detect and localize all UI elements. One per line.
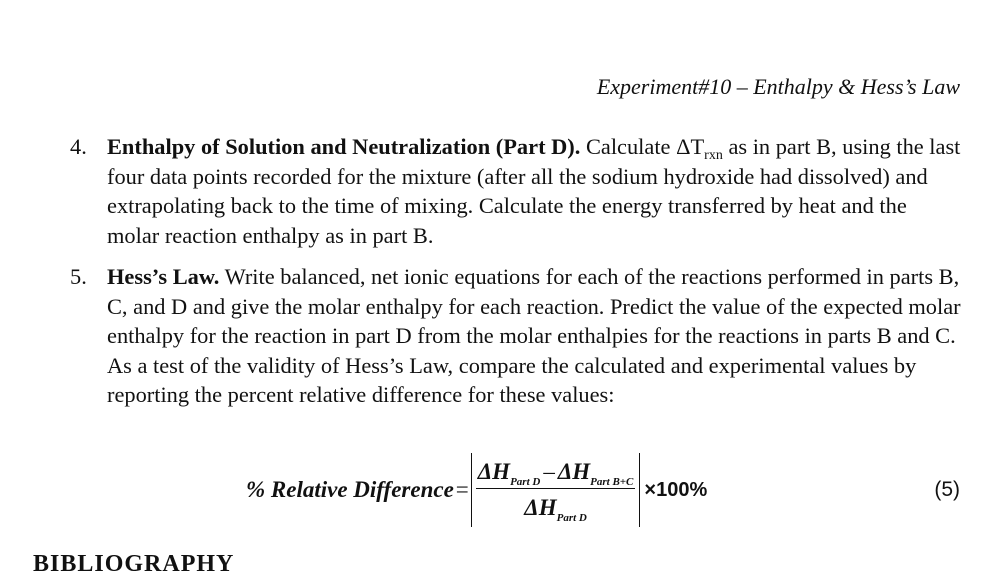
bibliography-heading: BIBLIOGRAPHY xyxy=(33,551,235,577)
minus-sign: – xyxy=(543,458,555,484)
delta-t-symbol: ΔT xyxy=(676,134,705,159)
delta-h-subscript: Part B+C xyxy=(590,475,634,488)
item-number: 4. xyxy=(70,134,87,159)
list-item-4 xyxy=(70,132,962,250)
item-text: as in part B, using the last four data points recorded for the mixture (after all the sodium hydroxide had dissolved) and extrapolating back to the time of mixing. Calculate the energy transferred by heat and the molar reaction enthalpy as in part B. xyxy=(107,134,961,248)
relative-difference-equation xyxy=(246,452,707,528)
times-100-percent: ×100% xyxy=(644,478,708,501)
item-body xyxy=(107,262,962,410)
page-header: Experiment#10 – Enthalpy & Hess’s Law xyxy=(596,74,960,99)
item-text: Write balanced, net ionic equations for each of the reactions performed in parts B, C, and D and give the molar enthalpy for each reaction. Predict the value of the expected molar enthalpy for the reaction in part D from the molar enthalpies for the reactions in parts B and C. As a test of the validity of Hess’s Law, compare the calculated and experimental values by reporting the percent relative difference for these values: xyxy=(107,264,961,408)
fraction-numerator xyxy=(476,459,636,488)
list-item-5 xyxy=(70,262,962,410)
equals-sign: = xyxy=(455,477,469,502)
delta-h-subscript: Part D xyxy=(510,475,541,488)
rxn-subscript: rxn xyxy=(704,148,723,163)
delta-h-term: ΔH xyxy=(477,458,511,484)
fraction xyxy=(476,458,636,525)
item-text-lead: Calculate xyxy=(580,134,677,159)
item-body xyxy=(107,132,962,250)
absolute-value-bars xyxy=(471,453,641,527)
item-heading: Enthalpy of Solution and Neutralization (Part D). xyxy=(107,134,581,159)
delta-h-term: ΔH xyxy=(557,458,591,484)
item-heading: Hess’s Law. xyxy=(107,264,220,289)
fraction-denominator xyxy=(524,489,587,525)
item-number: 5. xyxy=(70,264,87,289)
delta-h-subscript: Part D xyxy=(556,512,587,525)
delta-h-term: ΔH xyxy=(524,495,557,521)
equation-lhs: % Relative Difference xyxy=(246,477,454,502)
equation-number: (5) xyxy=(934,478,960,501)
